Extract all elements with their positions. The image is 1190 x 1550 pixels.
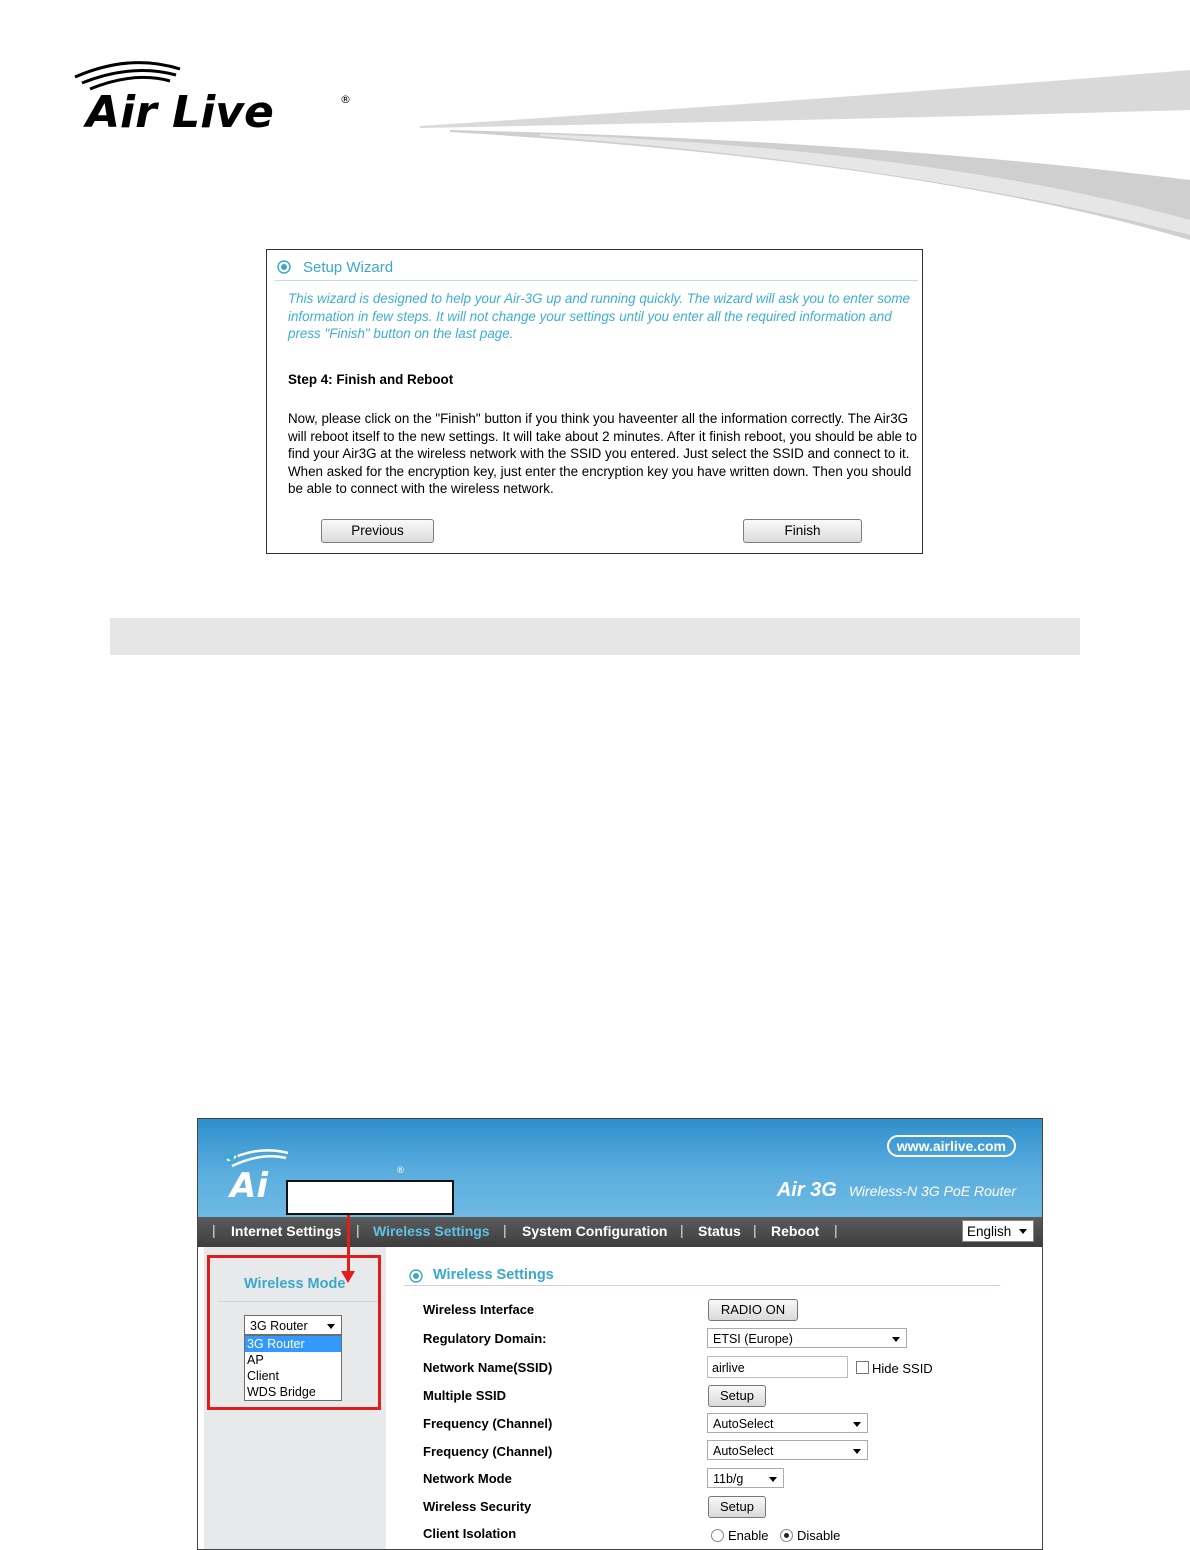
top-nav [198,1217,1042,1247]
finish-button[interactable]: Finish [743,519,862,543]
wireless-security-label: Wireless Security [423,1499,532,1514]
option-wds-bridge[interactable]: WDS Bridge [247,1385,316,1399]
target-icon [409,1269,423,1283]
multiple-ssid-label: Multiple SSID [423,1388,507,1403]
language-value: English [967,1224,1012,1239]
wireless-security-setup-button[interactable]: Setup [708,1496,766,1518]
nav-separator: | [753,1222,757,1238]
nav-separator: | [212,1222,216,1238]
frequency-channel-select[interactable] [707,1413,868,1433]
isolation-enable-label: Enable [728,1528,769,1543]
svg-text:Air Live: Air Live [86,87,274,135]
nav-separator: | [834,1222,838,1238]
chevron-down-icon [853,1422,861,1427]
network-mode-select[interactable] [707,1468,784,1488]
nav-status[interactable]: Status [698,1223,741,1239]
frequency-channel-value: AutoSelect [713,1444,774,1458]
target-icon [277,260,291,274]
hide-ssid-label: Hide SSID [872,1361,933,1376]
nav-separator: | [503,1222,507,1238]
model-name: Air 3G [776,1179,837,1201]
svg-text:®: ® [340,93,351,106]
chevron-down-icon [769,1477,777,1482]
previous-button[interactable]: Previous [321,519,434,543]
wireless-settings-title: Wireless Settings [433,1267,554,1283]
radio-on-button[interactable]: RADIO ON [708,1299,798,1321]
isolation-enable-radio[interactable] [711,1529,724,1542]
router-web-ui [197,1118,1043,1550]
header-swoosh [420,70,1190,240]
regulatory-domain-select[interactable] [707,1328,907,1348]
chevron-down-icon [892,1337,900,1342]
hide-ssid-checkbox[interactable] [856,1361,869,1374]
arrow-line [347,1215,350,1275]
chevron-down-icon [853,1449,861,1454]
nav-separator: | [680,1222,684,1238]
setup-wizard-panel [266,249,923,554]
multiple-ssid-setup-button[interactable]: Setup [708,1385,766,1407]
callout-box [286,1180,454,1215]
regulatory-domain-value: ETSI (Europe) [713,1332,793,1346]
section-heading-bar [110,618,1080,655]
wizard-title-row [275,256,918,281]
isolation-disable-radio[interactable] [780,1529,793,1542]
main-divider [404,1285,1000,1286]
network-mode-value: 11b/g [713,1472,744,1486]
ssid-label: Network Name(SSID) [423,1360,553,1375]
wizard-body-text: Now, please click on the "Finish" button if you think you haveenter all the information correctly. The Air3G will reboot itself to the new settings. It will take about 2 minutes. After it finish reboot, you should be able to find your Air3G at the wireless network with the SSID you entered. Just select the SSID and connect to it. When asked for the encryption key, just enter the encryption key you have written down. Then you should be able to connect with the wireless network. [288,411,917,496]
svg-text:®: ® [396,1166,405,1176]
product-subtitle: Wireless-N 3G PoE Router [848,1183,1016,1199]
svg-text:Ai: Ai [230,1166,268,1203]
arrow-down-icon [341,1271,355,1283]
wireless-mode-title: Wireless Mode [244,1276,346,1292]
option-ap[interactable]: AP [247,1353,264,1367]
wizard-intro: This wizard is designed to help your Air-3G up and running quickly. The wizard will ask you to enter some information in few steps. It will not change your settings until you enter all the required information and press "Finish" button on the last page. [288,291,910,341]
nav-system-configuration[interactable]: System Configuration [522,1223,668,1239]
wireless-mode-value: 3G Router [250,1319,308,1333]
chevron-down-icon [1019,1229,1027,1234]
nav-reboot[interactable]: Reboot [771,1223,820,1239]
product-name [777,1179,1016,1202]
frequency-channel-label: Frequency (Channel) [423,1416,553,1431]
client-isolation-label: Client Isolation [423,1526,517,1541]
wizard-step-title: Step 4: Finish and Reboot [288,372,454,387]
frequency-channel-label: Frequency (Channel) [423,1444,553,1459]
website-link[interactable]: www.airlive.com [887,1135,1016,1157]
airlive-logo [70,55,360,135]
wizard-title: Setup Wizard [303,259,394,276]
target-icon [224,1150,238,1164]
wireless-interface-label: Wireless Interface [423,1302,535,1317]
nav-wireless-settings[interactable]: Wireless Settings [373,1223,490,1239]
isolation-disable-label: Disable [797,1528,841,1543]
regulatory-domain-label: Regulatory Domain: [423,1331,547,1346]
nav-separator: | [356,1222,360,1238]
network-mode-label: Network Mode [423,1471,512,1486]
nav-internet-settings[interactable]: Internet Settings [231,1223,342,1239]
frequency-channel-select[interactable] [707,1440,868,1460]
ssid-input[interactable]: airlive [707,1356,848,1378]
language-select[interactable] [962,1220,1034,1242]
option-client[interactable]: Client [247,1369,279,1383]
frequency-channel-value: AutoSelect [713,1417,774,1431]
option-3g-router[interactable]: 3G Router [245,1336,341,1352]
